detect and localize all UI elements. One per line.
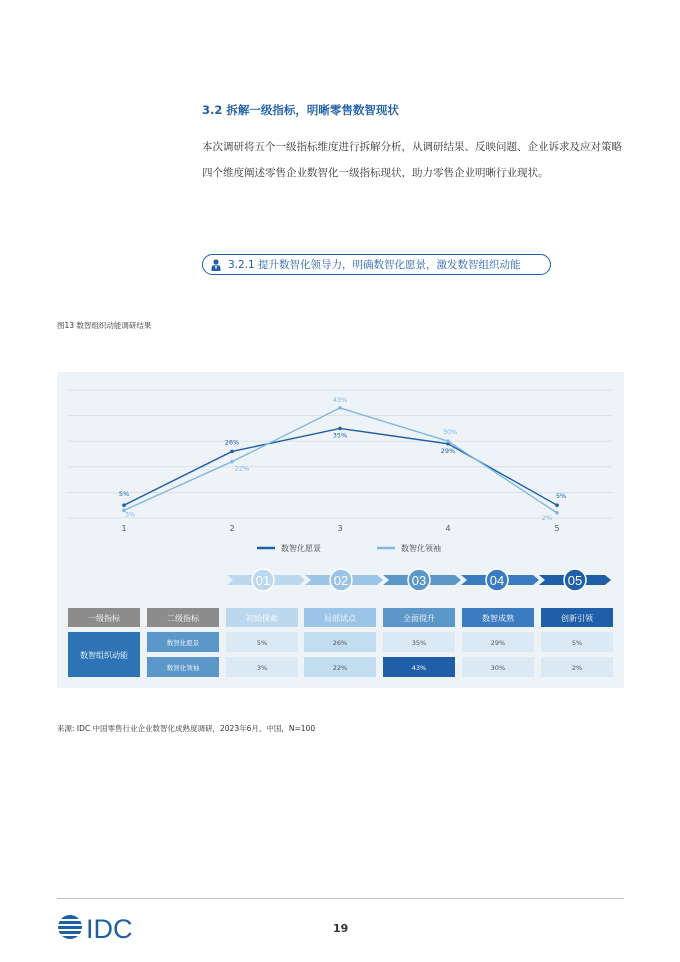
data-point [122,503,126,507]
subsection-title: 3.2.1 提升数智化领导力，明确数智化愿景，激发数智组织动能 [228,259,521,271]
level2-text: 数智化愿景 [166,639,200,647]
figure-svg [57,372,624,688]
subsection-pill [202,254,551,275]
table-cell-value: 35% [411,639,427,647]
table-cell-value: 2% [571,664,583,672]
table-header-text: 一级指标 [88,614,120,623]
intro-paragraph: 本次调研将五个一级指标维度进行拆解分析，从调研结果、反映问题、企业诉求及应对策略四个维度阐述零售企业数智化一级指标现状，助力零售企业明晰行业现状。 [202,141,622,179]
idc-logo-mark [57,910,147,944]
level2-text: 数智化领袖 [166,664,200,672]
step-number: 01 [255,573,271,588]
stage-header-text: 数智成熟 [482,614,514,623]
data-point [338,427,342,431]
data-point [338,406,342,410]
table-cell-value: 43% [411,664,427,672]
page-number: 19 [333,922,349,935]
table-cell-value: 30% [490,664,506,672]
step-number: 04 [489,573,505,588]
table-header-text: 二级指标 [167,614,199,623]
legend-label: 数智化愿景 [281,544,321,553]
footer-divider [57,898,624,899]
data-label: 3% [124,510,136,519]
legend-label: 数智化领袖 [401,544,441,553]
x-tick-label: 3 [337,524,343,533]
data-label: 43% [332,395,348,404]
data-label: 29% [440,446,456,455]
data-label: 35% [332,431,348,440]
step-number: 05 [567,573,583,588]
x-tick-label: 1 [121,524,127,533]
person-icon [209,258,223,272]
step-number: 03 [411,573,427,588]
data-point [230,460,234,464]
table-cell-value: 22% [332,664,348,672]
data-label: 5% [118,490,130,499]
data-point [555,511,559,515]
data-label: 5% [555,492,567,501]
data-label: 2% [541,513,553,522]
table-cell-value: 3% [256,664,268,672]
level1-text: 数智组织动能 [80,651,128,660]
data-label: 30% [442,428,458,437]
stage-header-text: 局部试点 [324,614,356,623]
stage-header-text: 初始探索 [246,614,278,623]
table-cell-value: 5% [571,639,583,647]
series-line [124,408,557,513]
table-cell-value: 29% [490,639,506,647]
stage-header-text: 全面提升 [403,614,435,623]
section-title: 3.2 拆解一级指标，明晰零售数智现状 [202,103,399,117]
step-number: 02 [333,573,349,588]
figure-caption: 图13 数智组织动能调研结果 [57,321,152,330]
data-label: 22% [234,464,250,473]
stage-header-text: 创新引领 [561,614,593,623]
source-note: 来源: IDC 中国零售行业企业数智化成熟度调研，2023年6月，中国，N=100 [57,724,316,733]
x-tick-label: 2 [229,524,235,533]
logo-text: IDC [86,914,133,944]
data-point [555,503,559,507]
data-point [446,439,450,443]
x-tick-label: 5 [554,524,560,533]
figure-panel [57,372,624,688]
data-point [230,450,234,454]
table-cell-value: 5% [256,639,268,647]
x-tick-label: 4 [445,524,451,533]
data-label: 26% [224,438,240,447]
table-cell-value: 26% [332,639,348,647]
idc-logo [57,910,147,948]
